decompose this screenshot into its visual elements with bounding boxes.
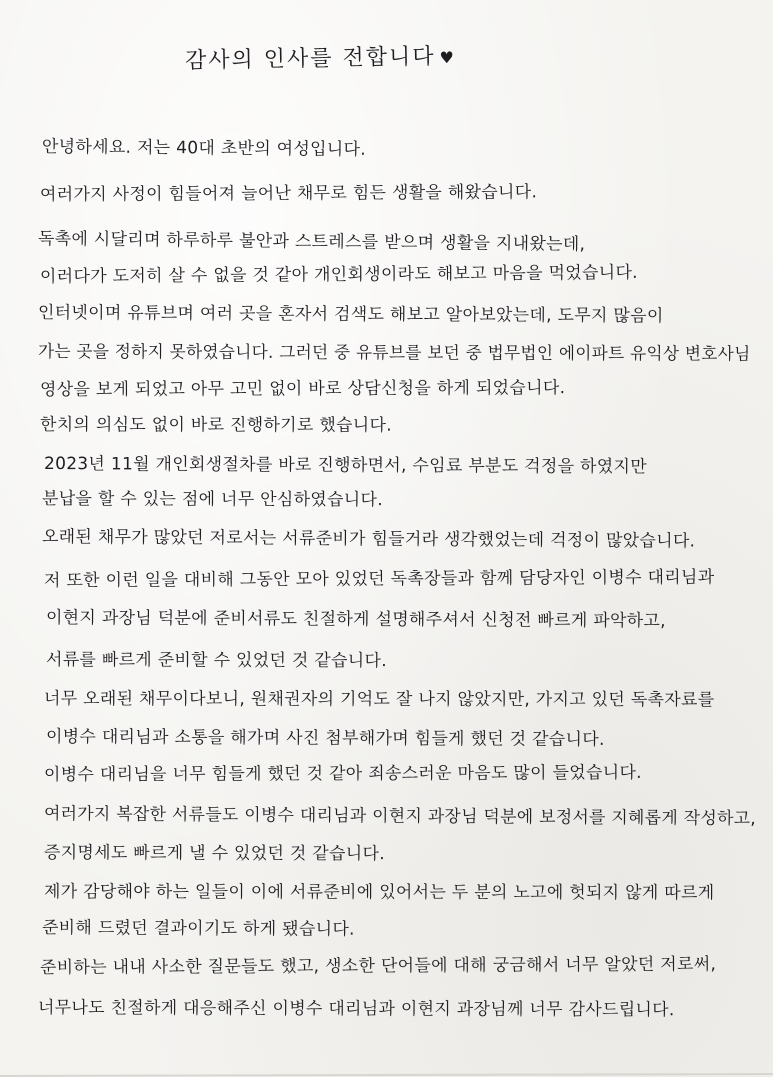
- letter-line: 서류를 빠르게 준비할 수 있었던 것 같습니다.: [45, 650, 387, 672]
- letter-line: 안녕하세요. 저는 40대 초반의 여성입니다.: [41, 137, 367, 160]
- letter-line: 이현지 과장님 덕분에 준비서류도 친절하게 설명해주셔서 신청전 빠르게 파악하고,: [45, 608, 666, 632]
- heart-mark: ♥: [439, 47, 457, 68]
- letter-line: 제가 감당해야 하는 일들이 이에 서류준비에 있어서는 두 분의 노고에 헛되지 않게 따르게: [43, 882, 715, 904]
- letter-line: 준비하는 내내 사소한 질문들도 했고, 생소한 단어들에 대해 궁금해서 너무 알았던 저로써,: [39, 954, 717, 978]
- letter-line: 독촉에 시달리며 하루하루 불안과 스트레스를 받으며 생활을 지내왔는데,: [37, 229, 586, 255]
- letter-line: 준비해 드렸던 결과이기도 하게 됐습니다.: [41, 918, 355, 940]
- letter-line: 이러다가 도저히 살 수 없을 것 같아 개인회생이라도 해보고 마음을 먹었습니다.: [39, 262, 638, 287]
- letter-line: 증지명세도 빠르게 낼 수 있었던 것 같습니다.: [43, 843, 385, 865]
- letter-line: 이병수 대리님을 너무 힘들게 했던 것 같아 죄송스러운 마음도 많이 들었습니다.: [43, 762, 642, 785]
- letter-line: 너무나도 친절하게 대응해주신 이병수 대리님과 이현지 과장님께 너무 감사드립니다.: [37, 998, 675, 1021]
- letter-line: 영상을 보게 되었고 아무 고민 없이 바로 상담신청을 하게 되었습니다.: [39, 378, 566, 400]
- letter-title: [185, 36, 605, 74]
- letter-line: 여러가지 복잡한 서류들도 이병수 대리님과 이현지 과장님 덕분에 보정서를 지혜롭게 작성하고,: [43, 804, 757, 829]
- letter-title-text: 감사의 인사를 전합니다: [184, 44, 436, 74]
- letter-line: 여러가지 사정이 힘들어져 늘어난 채무로 힘든 생활을 해왔습니다.: [39, 182, 538, 205]
- letter-line: 오래된 채무가 많았던 저로서는 서류준비가 힘들거라 생각했었는데 걱정이 많았습니다.: [41, 527, 696, 552]
- letter-line: 분납을 할 수 있는 점에 너무 안심하였습니다.: [41, 489, 383, 511]
- letter-line: 이병수 대리님과 소통을 해가며 사진 첨부해가며 힘들게 했던 것 같습니다.: [45, 727, 605, 750]
- letter-line: 저 또한 이런 일을 대비해 그동안 모아 있었던 독촉장들과 함께 담당자인 이병수 대리님과: [43, 567, 715, 591]
- letter-line: 인터넷이며 유튜브며 여러 곳을 혼자서 검색도 해보고 알아보았는데, 도무지 많음이: [37, 303, 664, 327]
- letter-line: 너무 오래된 채무이다보니, 원채권자의 기억도 잘 나지 않았지만, 가지고 있던 독촉자료를: [43, 689, 715, 711]
- letter-line: 2023년 11월 개인회생절차를 바로 진행하면서, 수임료 부분도 걱정을 하였지만: [43, 454, 647, 478]
- letter-line: 가는 곳을 정하지 못하였습니다. 그러던 중 유튜브를 보던 중 법무법인 에이파트 유익상 변호사님: [37, 342, 751, 365]
- letter-line: 한치의 의심도 없이 바로 진행하기로 했습니다.: [39, 415, 392, 436]
